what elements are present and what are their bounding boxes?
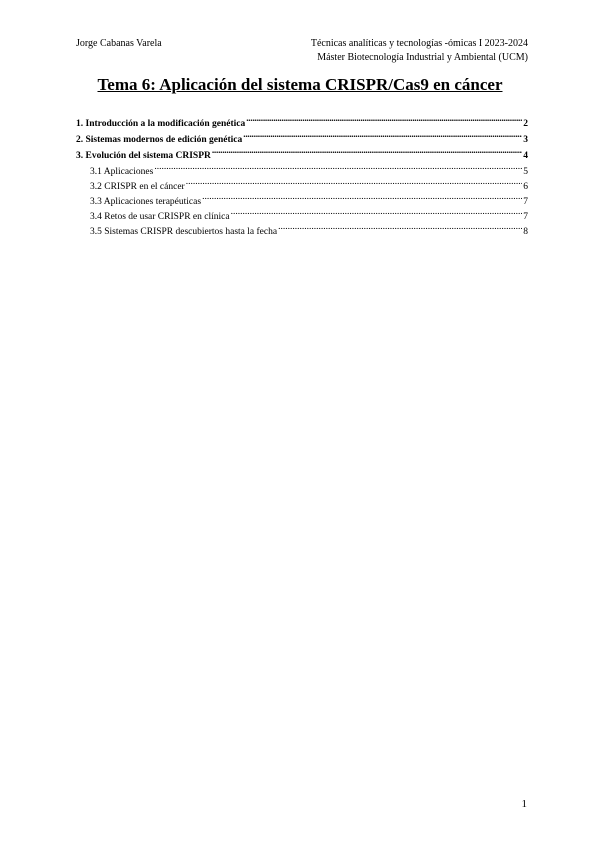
toc-entry-page: 3 [523, 135, 528, 145]
toc-entry-label: 3. Evolución del sistema CRISPR [76, 151, 211, 161]
toc-dot-leader [246, 113, 522, 126]
toc-entry-label: 3.5 Sistemas CRISPR descubiertos hasta la fecha [90, 227, 278, 237]
toc-entry-2[interactable] [76, 129, 528, 145]
toc-entry-page: 8 [523, 227, 528, 237]
toc-dot-leader [278, 221, 522, 234]
toc-dot-leader [243, 129, 522, 142]
toc-entry-label: 3.1 Aplicaciones [90, 167, 154, 177]
toc-dot-leader [212, 145, 522, 158]
toc-entry-label: 3.4 Retos de usar CRISPR en clínica [90, 212, 230, 222]
toc-entry-page: 4 [523, 151, 528, 161]
toc-entry-3-1[interactable] [76, 161, 528, 176]
toc-entry-page: 5 [523, 167, 528, 177]
toc-entry-label: 3.3 Aplicaciones terapéuticas [90, 197, 202, 207]
toc-entry-page: 7 [523, 212, 528, 222]
toc-dot-leader [231, 206, 523, 219]
header-course-line2: Máster Biotecnología Industrial y Ambiental (UCM) [317, 52, 528, 63]
page-number: 1 [521, 798, 527, 810]
toc-entry-label: 1. Introducción a la modificación genética [76, 119, 246, 129]
toc-entry-page: 6 [523, 182, 528, 192]
header-course [311, 37, 528, 65]
toc-entry-page: 7 [523, 197, 528, 207]
header-author: Jorge Cabanas Varela [76, 38, 162, 49]
document-title: Tema 6: Aplicación del sistema CRISPR/Cas9 en cáncer [97, 75, 503, 94]
toc-entry-page: 2 [523, 119, 528, 129]
table-of-contents [76, 113, 528, 236]
toc-entry-label: 3.2 CRISPR en el cáncer [90, 182, 185, 192]
toc-dot-leader [202, 191, 522, 204]
toc-dot-leader [186, 176, 523, 189]
header-course-line1: Técnicas analíticas y tecnologías -ómicas I 2023-2024 [310, 38, 528, 49]
toc-entry-3[interactable] [76, 145, 528, 161]
toc-entry-label: 2. Sistemas modernos de edición genética [76, 135, 243, 145]
toc-entry-1[interactable] [76, 113, 528, 129]
toc-dot-leader [154, 161, 522, 174]
